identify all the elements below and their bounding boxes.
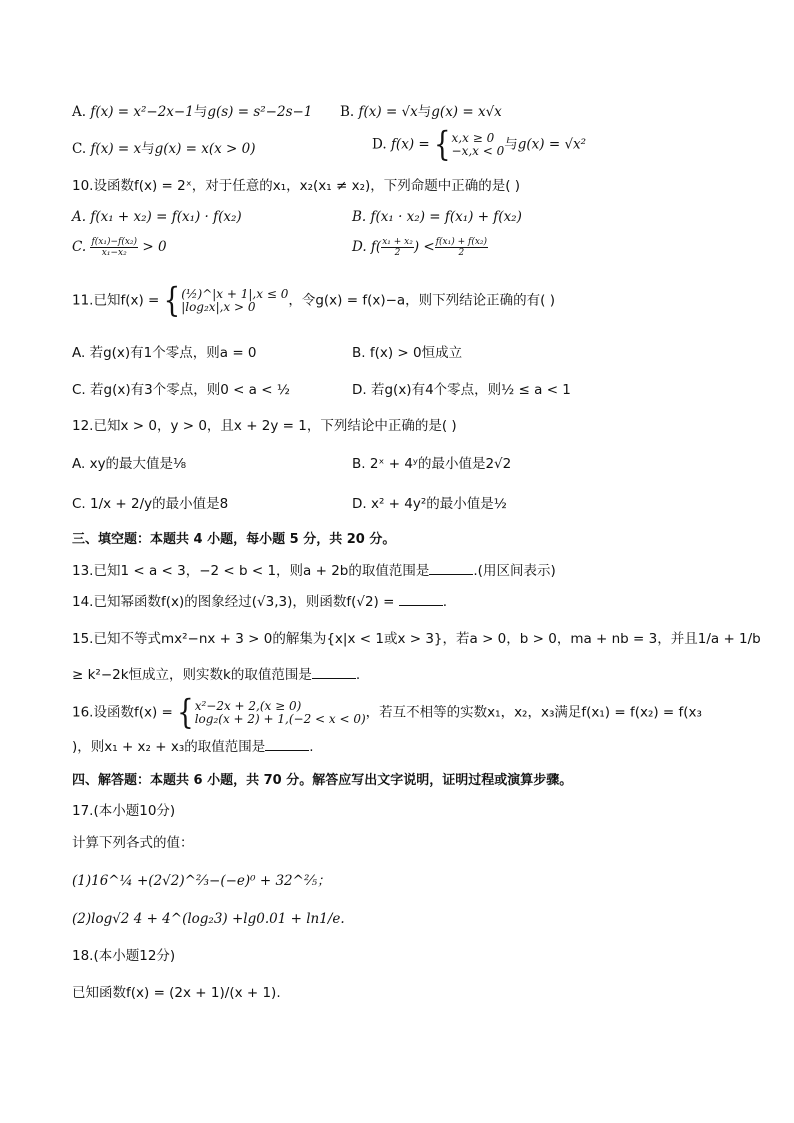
brace-glyph: { bbox=[163, 281, 181, 321]
answer-blank bbox=[265, 738, 309, 751]
math-expr: f(x) = x²−2x−1 bbox=[90, 104, 194, 120]
case-line: |log₂x|,x > 0 bbox=[181, 300, 256, 314]
q17-part2: (2)log√2 4 + 4^(log₂3) +lg0.01 + ln1/e. bbox=[72, 911, 345, 927]
q12-option-b: B. 2ˣ + 4ʸ的最小值是2√2 bbox=[352, 456, 512, 472]
math-expr: f(x) = √x bbox=[358, 104, 418, 120]
case-line: −x,x < 0 bbox=[451, 144, 505, 158]
stem-text: 16.设函数f(x) = bbox=[72, 704, 173, 721]
q10-option-d bbox=[352, 237, 488, 258]
math-expr: f(x) = bbox=[390, 136, 430, 153]
q9-option-b bbox=[340, 103, 502, 121]
stem-text: . bbox=[442, 594, 448, 610]
q14 bbox=[72, 593, 447, 611]
stem-text: ，令g(x) = f(x)−a，则下列结论正确的有( ) bbox=[288, 292, 555, 309]
option-label: C. bbox=[72, 141, 91, 157]
stem-text: . bbox=[355, 667, 361, 683]
q11-stem bbox=[72, 281, 555, 321]
q9-option-a bbox=[72, 103, 312, 121]
fraction-num: f(x₁)−f(x₂) bbox=[91, 237, 138, 247]
option-label: B. bbox=[340, 104, 359, 120]
case-line: x,x ≥ 0 bbox=[451, 131, 495, 145]
q17-part1: (1)16^¼ +(2√2)^⅔−(−e)⁰ + 32^⅖； bbox=[72, 873, 331, 889]
fraction-den: 2 bbox=[458, 248, 465, 258]
q10-option-c bbox=[72, 237, 167, 258]
q17-description: 计算下列各式的值： bbox=[72, 835, 194, 851]
stem-text: . bbox=[309, 739, 314, 755]
answer-blank bbox=[429, 562, 473, 575]
q11-option-a: A. 若g(x)有1个零点，则a = 0 bbox=[72, 345, 257, 361]
case-line: x²−2x + 2,(x ≥ 0) bbox=[194, 699, 302, 713]
piecewise-cases bbox=[181, 288, 288, 314]
q12-option-d: D. x² + 4y²的最小值是½ bbox=[352, 496, 507, 512]
connector-text: 与 bbox=[141, 141, 155, 157]
option-label: C. bbox=[72, 239, 91, 255]
math-expr: g(x) = x(x > 0) bbox=[154, 141, 256, 157]
q11-option-d: D. 若g(x)有4个零点，则½ ≤ a < 1 bbox=[352, 382, 571, 398]
fraction bbox=[381, 237, 414, 258]
q9-option-c bbox=[72, 140, 256, 158]
math-expr: g(x) = √x² bbox=[517, 136, 587, 153]
connector-text: 与 bbox=[193, 104, 208, 120]
case-line: (½)^|x + 1|,x ≤ 0 bbox=[181, 287, 289, 301]
option-label: D. f( bbox=[352, 239, 382, 255]
math-expr: f(x) = x bbox=[90, 141, 142, 157]
math-expr: g(s) = s²−2s−1 bbox=[207, 104, 313, 120]
q15-line2 bbox=[72, 666, 360, 684]
q12-option-c: C. 1/x + 2/y的最小值是8 bbox=[72, 496, 229, 512]
stem-text: )，则x₁ + x₂ + x₃的取值范围是 bbox=[72, 739, 266, 755]
fraction bbox=[90, 237, 138, 258]
math-expr: > 0 bbox=[138, 239, 167, 255]
case-line: log₂(x + 2) + 1,(−2 < x < 0) bbox=[194, 712, 366, 726]
connector-text: 与 bbox=[504, 136, 518, 153]
q18-heading: 18.(本小题12分) bbox=[72, 948, 176, 964]
q13 bbox=[72, 562, 556, 580]
fraction-den: 2 bbox=[394, 248, 401, 258]
fraction-num: f(x₁) + f(x₂) bbox=[435, 237, 488, 247]
piecewise-cases bbox=[195, 700, 366, 726]
q16-line2 bbox=[72, 738, 314, 756]
brace-glyph: { bbox=[177, 693, 194, 733]
q16-stem bbox=[72, 693, 702, 733]
section-fill-blank-heading: 三、填空题：本题共 4 小题，每小题 5 分，共 20 分。 bbox=[72, 532, 396, 547]
option-label: A. bbox=[72, 104, 91, 120]
stem-text: ，若互不相等的实数x₁，x₂，x₃满足f(x₁) = f(x₂) = f(x₃ bbox=[365, 704, 702, 721]
math-expr: g(x) = x√x bbox=[431, 104, 502, 120]
stem-text: 11.已知f(x) = bbox=[72, 292, 160, 309]
q10-stem: 10.设函数f(x) = 2ˣ，对于任意的x₁，x₂(x₁ ≠ x₂)，下列命题中正确的是( ) bbox=[72, 178, 521, 194]
connector-text: 与 bbox=[417, 104, 432, 120]
fraction-num: x₁ + x₂ bbox=[382, 237, 413, 247]
section-solve-heading: 四、解答题：本题共 6 小题，共 70 分。解答应写出文字说明，证明过程或演算步骤。 bbox=[72, 773, 573, 788]
fraction-den: x₁−x₂ bbox=[101, 248, 127, 258]
stem-text: 13.已知1 < a < 3，−2 < b < 1，则a + 2b的取值范围是 bbox=[72, 563, 430, 579]
q9-option-d bbox=[372, 125, 587, 165]
q10-option-a: A. f(x₁ + x₂) = f(x₁) · f(x₂) bbox=[72, 209, 242, 225]
brace-glyph: { bbox=[433, 125, 451, 165]
piecewise-cases bbox=[452, 132, 505, 158]
stem-text: ≥ k²−2k恒成立，则实数k的取值范围是 bbox=[72, 667, 312, 683]
fraction bbox=[435, 237, 488, 258]
q11-option-c: C. 若g(x)有3个零点，则0 < a < ½ bbox=[72, 382, 290, 398]
math-expr: ) < bbox=[413, 239, 435, 255]
q17-heading: 17.(本小题10分) bbox=[72, 803, 176, 819]
stem-text: 14.已知幂函数f(x)的图象经过(√3,3)，则函数f(√2) = bbox=[72, 594, 399, 610]
stem-text: .(用区间表示) bbox=[473, 563, 556, 579]
q11-option-b: B. f(x) > 0恒成立 bbox=[352, 345, 463, 361]
q15-line1: 15.已知不等式mx²−nx + 3 > 0的解集为{x|x < 1或x > 3}，若a > 0，b > 0，ma + nb = 3，并且1/a + 1/b bbox=[72, 631, 761, 647]
q12-option-a: A. xy的最大值是⅛ bbox=[72, 456, 187, 472]
q10-option-b: B. f(x₁ · x₂) = f(x₁) + f(x₂) bbox=[352, 209, 522, 225]
option-label: D. bbox=[372, 136, 391, 153]
q12-stem: 12.已知x > 0，y > 0，且x + 2y = 1，下列结论中正确的是( ) bbox=[72, 418, 457, 434]
answer-blank bbox=[399, 593, 443, 606]
answer-blank bbox=[312, 666, 356, 679]
q18-description: 已知函数f(x) = (2x + 1)/(x + 1). bbox=[72, 985, 281, 1001]
